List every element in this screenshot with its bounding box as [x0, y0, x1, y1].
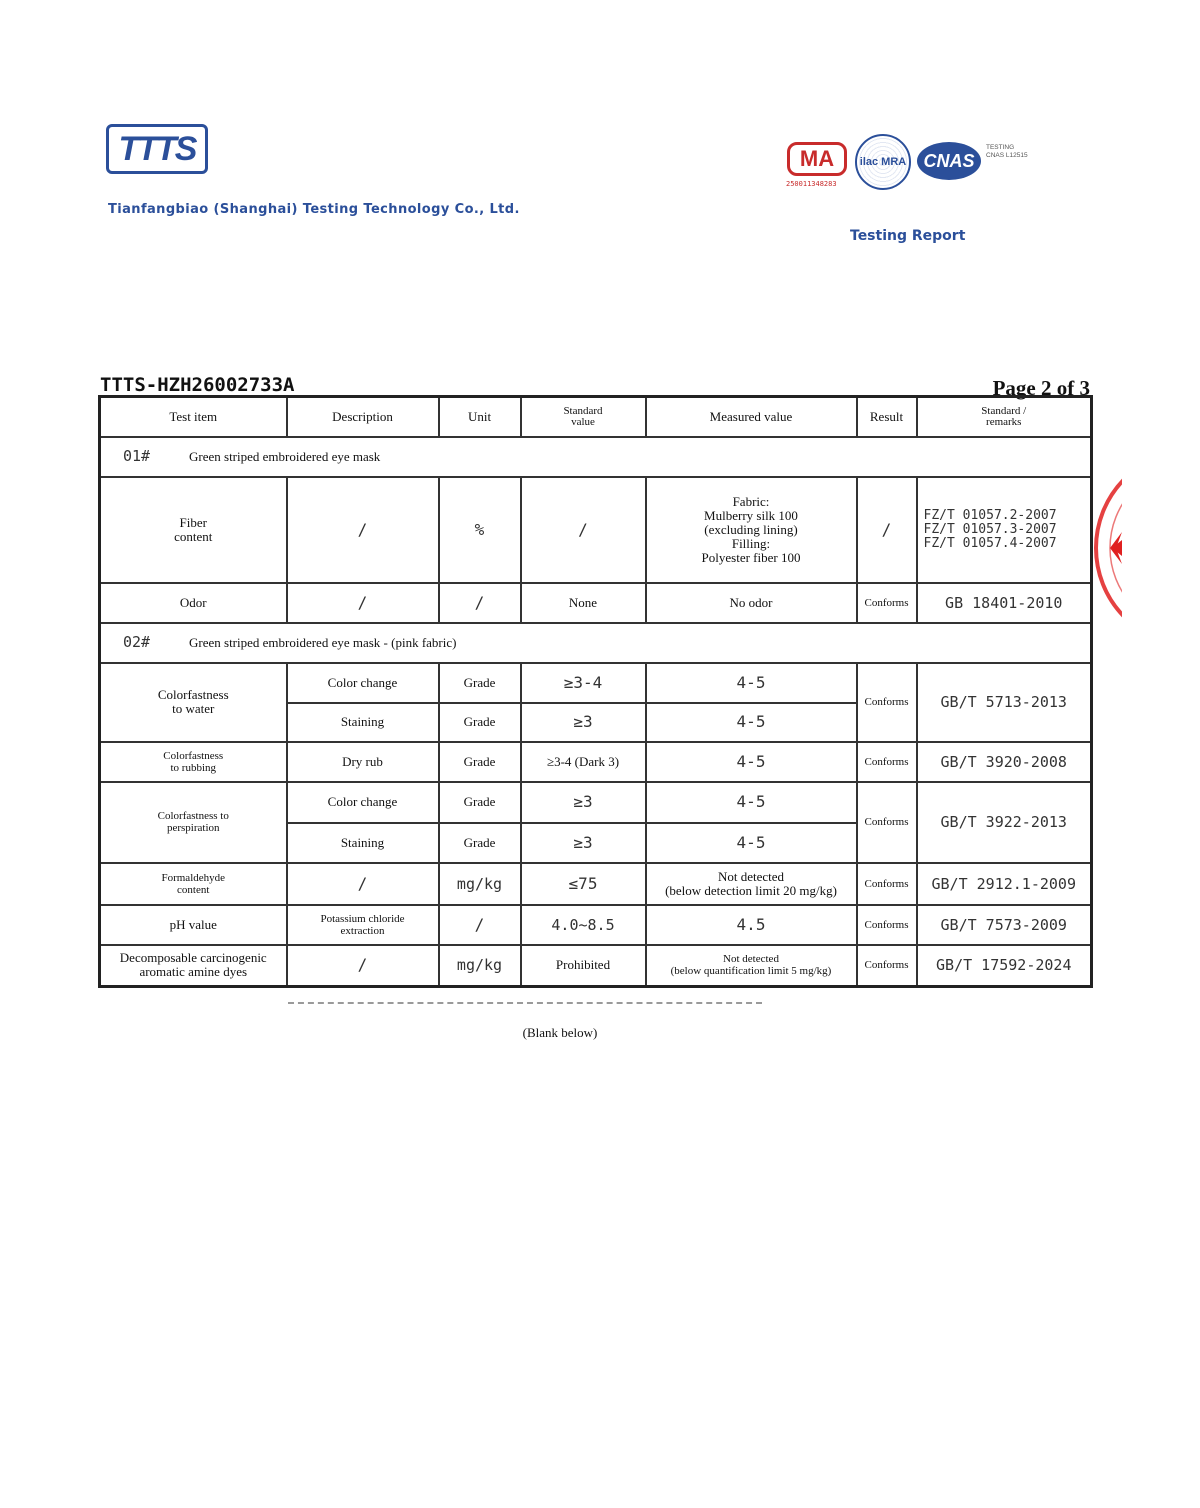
- table-row-aromatic-amine: [100, 945, 1092, 987]
- standard-value: ≤75: [521, 863, 646, 905]
- cnas-line: TESTING: [986, 144, 1015, 151]
- header-line: Standard /: [981, 404, 1027, 417]
- standard: GB/T 3922-2013: [917, 782, 1092, 863]
- description: /: [287, 863, 439, 905]
- report-title: Testing Report: [850, 228, 966, 244]
- standard-value: ≥3: [521, 823, 646, 863]
- measured-line: Mulberry silk 100: [704, 507, 798, 523]
- unit: Grade: [439, 823, 521, 863]
- table-row-rubbing: [100, 742, 1092, 782]
- result: Conforms: [857, 863, 917, 905]
- description-line: extraction: [340, 924, 385, 937]
- test-item: [100, 742, 287, 782]
- measured-value: 4-5: [646, 703, 857, 742]
- cnas-logo: CNAS: [917, 142, 981, 180]
- test-item: [100, 477, 287, 583]
- official-stamp: [1082, 452, 1122, 652]
- test-item: Odor: [100, 583, 287, 623]
- header-line: value: [571, 415, 595, 428]
- standard: GB/T 7573-2009: [917, 905, 1092, 945]
- standard-value: None: [521, 583, 646, 623]
- standard-line: FZ/T 01057.2-2007: [923, 507, 1057, 523]
- item-line: Colorfastness: [157, 687, 229, 702]
- sample-name: Green striped embroidered eye mask: [189, 449, 381, 464]
- table-row-water-color-change: [100, 663, 1092, 703]
- test-results-table: [98, 395, 1093, 988]
- blank-below-note: (Blank below): [522, 1025, 598, 1040]
- sample-cell: [100, 623, 1092, 663]
- standard: GB/T 2912.1-2009: [917, 863, 1092, 905]
- item-line: content: [177, 883, 210, 896]
- description-line: Potassium chloride: [320, 912, 405, 925]
- header-description: Description: [287, 397, 439, 437]
- unit: /: [439, 583, 521, 623]
- standard-line: FZ/T 01057.4-2007: [923, 535, 1057, 551]
- header-standard-value: [521, 397, 646, 437]
- measured-line: Fabric:: [732, 493, 770, 509]
- description: Color change: [287, 663, 439, 703]
- measured-value: 4-5: [646, 782, 857, 823]
- item-line: to water: [172, 701, 215, 716]
- header-test-item: Test item: [100, 397, 287, 437]
- measured-value: [646, 477, 857, 583]
- standard: GB/T 5713-2013: [917, 663, 1092, 742]
- sample-row-01: [100, 437, 1092, 477]
- unit: /: [439, 905, 521, 945]
- measured-value: [646, 863, 857, 905]
- ilac-mra-logo: ilac MRA: [855, 134, 911, 190]
- standard-value: /: [521, 477, 646, 583]
- result: Conforms: [857, 945, 917, 987]
- description: Color change: [287, 782, 439, 823]
- result: Conforms: [857, 782, 917, 863]
- measured-line: Not detected: [717, 868, 785, 884]
- measured-line: Polyester fiber 100: [701, 549, 801, 565]
- standard: GB/T 17592-2024: [917, 945, 1092, 987]
- measured-value: [646, 945, 857, 987]
- result: Conforms: [857, 583, 917, 623]
- table-header-row: [100, 397, 1092, 437]
- sample-name: Green striped embroidered eye mask - (pink fabric): [189, 635, 457, 650]
- stamp-graphic: [1082, 452, 1122, 652]
- cnas-line: CNAS L12515: [986, 152, 1028, 159]
- description: /: [287, 583, 439, 623]
- result: Conforms: [857, 663, 917, 742]
- measured-value: 4-5: [646, 663, 857, 703]
- description: /: [287, 945, 439, 987]
- measured-line: (below detection limit 20 mg/kg): [665, 882, 837, 898]
- test-item: [100, 782, 287, 863]
- header-line: Standard: [563, 404, 603, 417]
- result: Conforms: [857, 742, 917, 782]
- description: Staining: [287, 823, 439, 863]
- item-line: Colorfastness to: [157, 810, 229, 822]
- measured-line: Not detected: [723, 953, 779, 966]
- item-line: content: [174, 528, 213, 544]
- test-item: [100, 945, 287, 987]
- unit: Grade: [439, 782, 521, 823]
- header-standard-remarks: [917, 397, 1092, 437]
- standard-value: Prohibited: [521, 945, 646, 987]
- measured-value: 4-5: [646, 742, 857, 782]
- standard-value: ≥3-4 (Dark 3): [521, 742, 646, 782]
- description: Staining: [287, 703, 439, 742]
- standard-value: ≥3-4: [521, 663, 646, 703]
- item-line: Colorfastness: [163, 749, 224, 762]
- sample-number: 02#: [123, 633, 151, 651]
- item-line: to rubbing: [170, 761, 217, 774]
- item-line: Decomposable carcinogenic: [119, 950, 267, 966]
- cma-logo: MA: [787, 142, 847, 176]
- divider: [288, 1002, 762, 1004]
- test-item: [100, 863, 287, 905]
- header-result: Result: [857, 397, 917, 437]
- measured-line: Filling:: [731, 535, 771, 551]
- measured-value: No odor: [646, 583, 857, 623]
- item-line: aromatic amine dyes: [139, 964, 248, 980]
- table-row-formaldehyde: [100, 863, 1092, 905]
- description: [287, 905, 439, 945]
- standard-value: ≥3: [521, 782, 646, 823]
- result: /: [857, 477, 917, 583]
- standard: [917, 477, 1092, 583]
- standard-line: FZ/T 01057.3-2007: [923, 521, 1057, 537]
- unit: mg/kg: [439, 945, 521, 987]
- table-row-fiber-content: [100, 477, 1092, 583]
- description: /: [287, 477, 439, 583]
- sample-cell: [100, 437, 1092, 477]
- item-line: perspiration: [166, 822, 220, 834]
- report-number: TTTS-HZH26002733A: [100, 374, 295, 396]
- company-name: Tianfangbiao (Shanghai) Testing Technology Co., Ltd.: [108, 202, 520, 217]
- header-line: remarks: [986, 415, 1022, 428]
- standard: GB/T 3920-2008: [917, 742, 1092, 782]
- page-indicator: Page 2 of 3: [966, 376, 1090, 401]
- unit: %: [439, 477, 521, 583]
- sample-number: 01#: [123, 447, 151, 465]
- table-row-ph: [100, 905, 1092, 945]
- test-item: pH value: [100, 905, 287, 945]
- measured-value: 4-5: [646, 823, 857, 863]
- standard: GB 18401-2010: [917, 583, 1092, 623]
- table-row-odor: [100, 583, 1092, 623]
- unit: Grade: [439, 742, 521, 782]
- unit: Grade: [439, 703, 521, 742]
- cnas-accreditation-text: [986, 144, 1028, 160]
- unit: Grade: [439, 663, 521, 703]
- header-unit: Unit: [439, 397, 521, 437]
- table-row-perspiration-color-change: [100, 782, 1092, 823]
- measured-line: (excluding lining): [704, 521, 798, 537]
- item-line: Fiber: [179, 514, 207, 530]
- result: Conforms: [857, 905, 917, 945]
- unit: mg/kg: [439, 863, 521, 905]
- description: Dry rub: [287, 742, 439, 782]
- standard-value: ≥3: [521, 703, 646, 742]
- test-item: [100, 663, 287, 742]
- standard-value: 4.0~8.5: [521, 905, 646, 945]
- cma-number: 250011348283: [786, 180, 837, 188]
- header-measured-value: Measured value: [646, 397, 857, 437]
- measured-line: (below quantification limit 5 mg/kg): [670, 965, 832, 978]
- item-line: Formaldehyde: [161, 871, 226, 884]
- sample-row-02: [100, 623, 1092, 663]
- tts-logo: TTTS: [106, 124, 208, 174]
- measured-value: 4.5: [646, 905, 857, 945]
